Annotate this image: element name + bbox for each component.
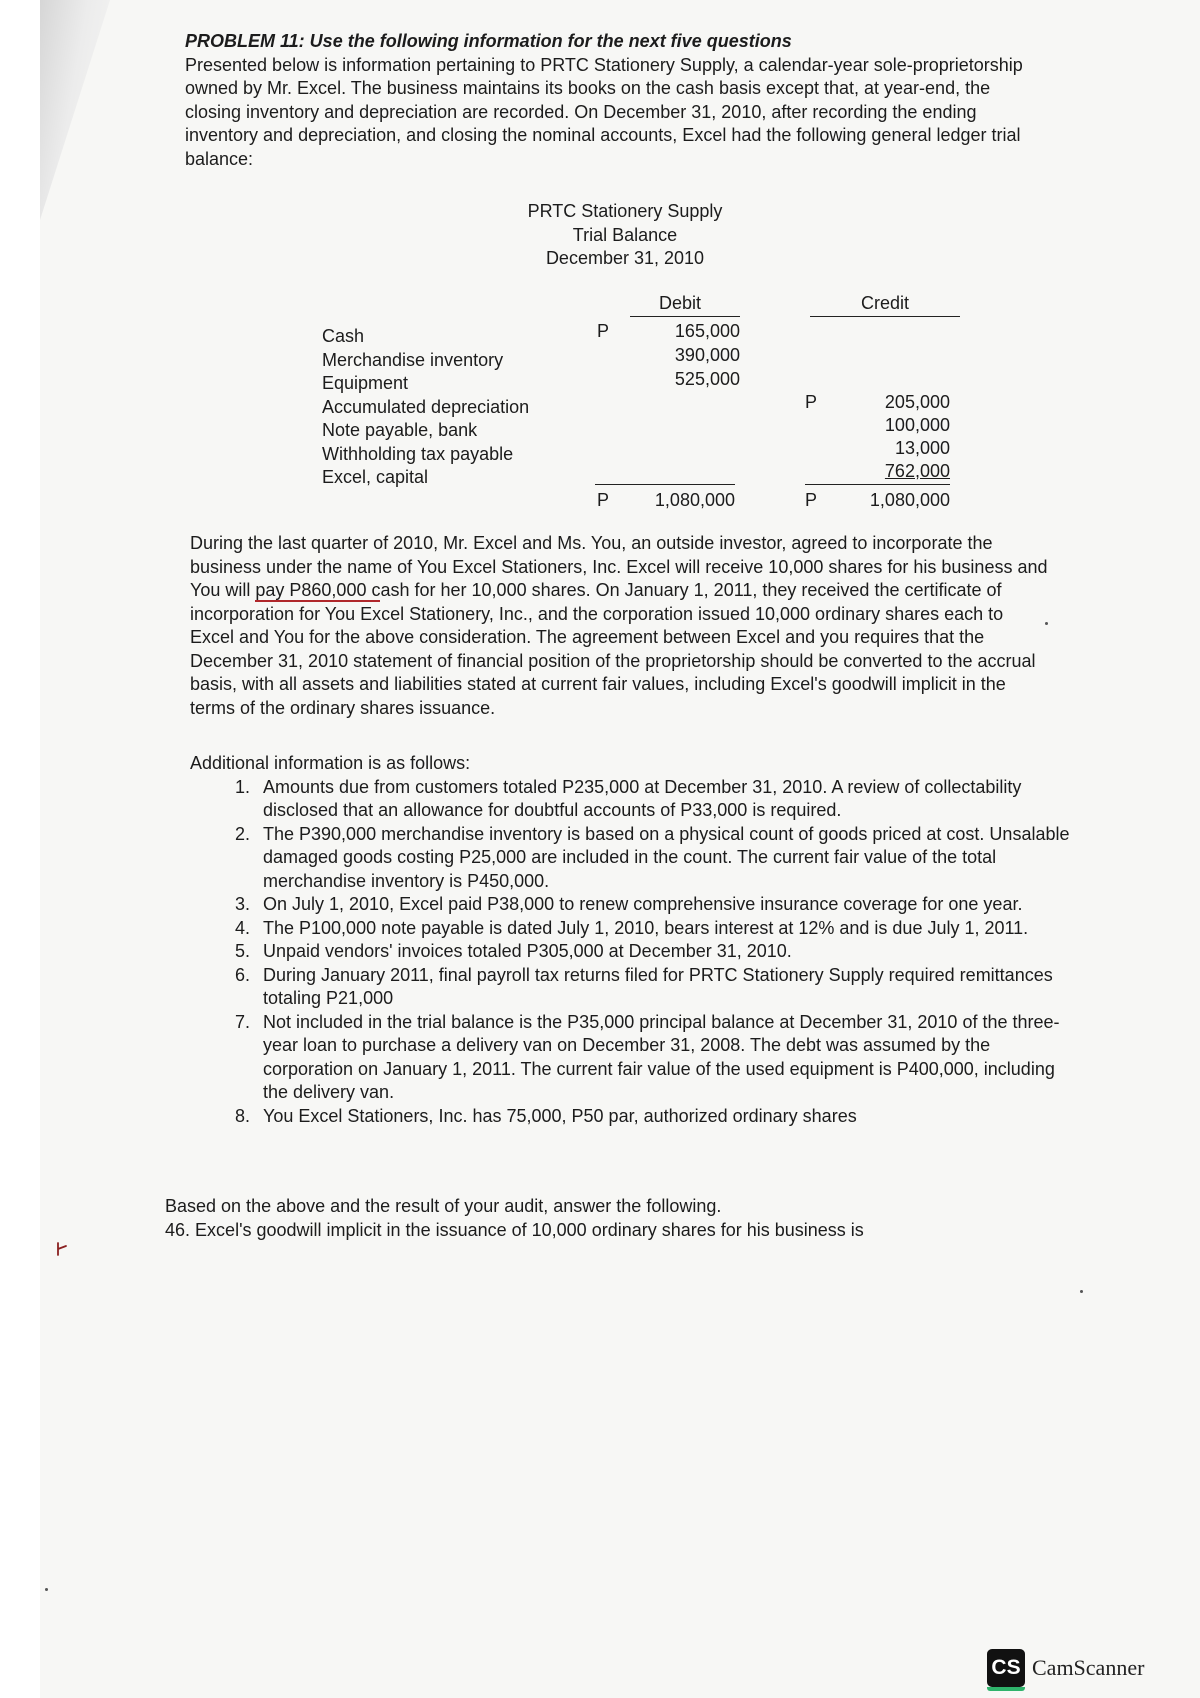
account-name: Accumulated depreciation	[322, 396, 530, 417]
question-text: Excel's goodwill implicit in the issuance of 10,000 ordinary shares for his business is	[195, 1219, 864, 1240]
trial-balance-date: December 31, 2010	[545, 248, 705, 268]
pen-mark-icon	[54, 1242, 68, 1256]
debit-amount: 525,000	[674, 369, 740, 389]
total-credit: 1,080,000	[869, 490, 950, 510]
problem-intro	[185, 30, 1045, 171]
camscanner-text: CamScanner	[1032, 1655, 1145, 1680]
incorporation-paragraph	[190, 532, 1050, 720]
debit-amount: 390,000	[674, 345, 740, 365]
trial-balance-header	[480, 200, 770, 271]
intro-paragraph: Presented below is information pertaining to PRTC Stationery Supply, a calendar-year sole-proprietorship owned by Mr. Excel. The business maintains its books on the cash basis except that, at year-end, the closing inventory and depreciation are recorded. On December 31, 2010, after recording the ending inventory and depreciation, and closing the nominal accounts, Excel had the following general ledger trial balance:	[185, 54, 1023, 169]
question-number: 46.	[165, 1219, 191, 1240]
account-name: Merchandise inventory	[322, 349, 504, 370]
additional-item: 1. Amounts due from customers totaled P235,000 at December 31, 2010. A review of collectability disclosed that an allowance for doubtful accounts of P33,000 is required.	[255, 776, 1070, 823]
account-name: Withholding tax payable	[322, 443, 514, 464]
incorporation-text-a: During the last quarter of 2010, Mr. Excel and Ms. You, an outside investor, agreed to incorporate the business under the name of You Excel Stationers, Inc. Excel will receive 10,000 shares for his business and You will	[190, 533, 1048, 600]
additional-item: 8. You Excel Stationers, Inc. has 75,000, P50 par, authorized ordinary shares	[255, 1105, 1070, 1129]
additional-item: 2. The P390,000 merchandise inventory is based on a physical count of goods priced at cost. Unsalable damaged goods costing P25,000 are included in the count. The current fair value of the total merchandise inventory is P450,000.	[255, 823, 1070, 894]
debit-amount: 165,000	[674, 321, 740, 341]
question-block	[165, 1195, 1065, 1242]
debit-currency-symbol: P	[597, 321, 610, 341]
debit-header-rule	[630, 316, 740, 317]
problem-title: PROBLEM 11: Use the following information for the next five questions	[185, 31, 792, 51]
credit-total-rule	[805, 484, 950, 485]
credit-amount: 13,000	[894, 438, 950, 458]
additional-item: 4. The P100,000 note payable is dated July 1, 2010, bears interest at 12% and is due July 1, 2011.	[255, 917, 1070, 941]
incorporation-text-b: ash for her 10,000 shares. On January 1, 2011, they received the certificate of incorporation for You Excel Stationery, Inc., and the corporation issued 10,000 ordinary shares each to Excel and You for the above consideration. The agreement between Excel and you requires that the December 31, 2010 statement of financial position of the proprietorship should be converted to the accrual basis, with all assets and liabilities stated at current fair values, including Excel's goodwill implicit in the terms of the ordinary shares issuance.	[190, 580, 1036, 718]
account-name: Note payable, bank	[322, 420, 478, 440]
additional-item: 5. Unpaid vendors' invoices totaled P305,000 at December 31, 2010.	[255, 940, 1070, 964]
total-credit-currency: P	[805, 490, 818, 510]
additional-list	[190, 776, 1070, 1129]
total-debit: 1,080,000	[654, 490, 735, 510]
additional-heading: Additional information is as follows:	[190, 753, 471, 773]
account-name: Cash	[322, 326, 365, 346]
credit-currency-symbol: P	[805, 392, 818, 412]
credit-column-header: Credit	[860, 293, 909, 313]
account-names	[322, 325, 529, 490]
trial-balance-company: PRTC Stationery Supply	[527, 201, 723, 221]
additional-item: 3. On July 1, 2010, Excel paid P38,000 to renew comprehensive insurance coverage for one year.	[255, 893, 1070, 917]
stray-dot	[1080, 1290, 1083, 1293]
credit-amount: 100,000	[884, 415, 950, 435]
debit-column-header: Debit	[658, 293, 702, 313]
trial-balance-title: Trial Balance	[572, 224, 678, 245]
underlined-amount: pay P860,000 c	[255, 580, 381, 600]
camscanner-watermark	[987, 1648, 1144, 1688]
question-lead: Based on the above and the result of your audit, answer the following.	[165, 1196, 722, 1216]
stray-dot	[1045, 622, 1048, 625]
account-name: Excel, capital	[322, 467, 429, 487]
additional-information	[190, 752, 1070, 1128]
camscanner-logo-icon: CS	[987, 1649, 1025, 1687]
additional-item: 7. Not included in the trial balance is the P35,000 principal balance at December 31, 2010 of the three-year loan to purchase a delivery van on December 31, 2008. The debt was assumed by the corporation on January 1, 2011. The current fair value of the used equipment is P400,000, including the delivery van.	[255, 1011, 1070, 1105]
debit-total-rule	[595, 484, 735, 485]
stray-dot	[45, 1588, 48, 1591]
credit-header-rule	[810, 316, 960, 317]
credit-amount: 762,000	[884, 461, 950, 481]
credit-amount: 205,000	[884, 392, 950, 412]
total-debit-currency: P	[597, 490, 610, 510]
additional-item: 6. During January 2011, final payroll tax returns filed for PRTC Stationery Supply required remittances totaling P21,000	[255, 964, 1070, 1011]
account-name: Equipment	[322, 373, 409, 393]
